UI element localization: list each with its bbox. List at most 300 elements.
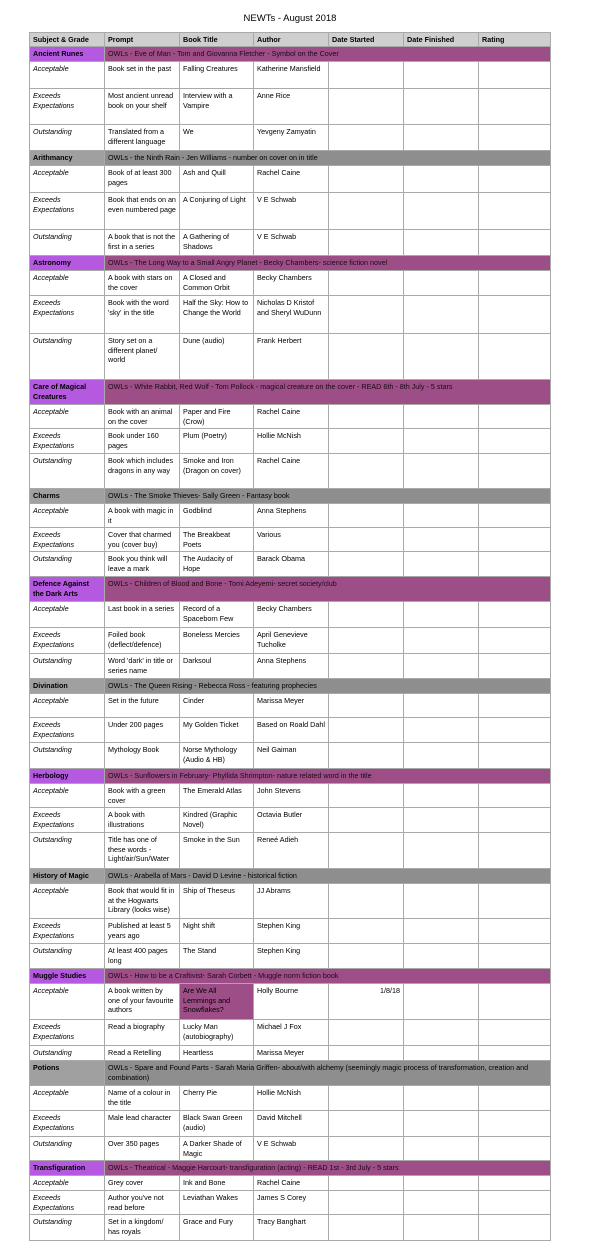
author-cell: Yevgeny Zamyatin bbox=[254, 125, 329, 151]
book-title-cell: Dune (audio) bbox=[180, 334, 254, 380]
book-title-cell: A Darker Shade of Magic bbox=[180, 1137, 254, 1161]
book-title-cell: A Closed and Common Orbit bbox=[180, 271, 254, 296]
header-subject-grade: Subject & Grade bbox=[30, 33, 105, 47]
grade-cell: Outstanding bbox=[30, 125, 105, 151]
prompt-cell: Book you think will leave a mark bbox=[105, 552, 180, 577]
date-started-cell[interactable] bbox=[329, 1137, 404, 1161]
author-cell: Tracy Banghart bbox=[254, 1215, 329, 1241]
date-finished-cell[interactable] bbox=[404, 1191, 479, 1215]
grade-cell: Outstanding bbox=[30, 1137, 105, 1161]
subject-header-row bbox=[30, 679, 551, 694]
prompt-cell: Under 200 pages bbox=[105, 718, 180, 743]
book-title-cell: Grace and Fury bbox=[180, 1215, 254, 1241]
owl-prompt: OWLs - Children of Blood and Bone - Tomi Adeyemi- secret society/club bbox=[105, 577, 551, 602]
date-started-cell[interactable] bbox=[329, 454, 404, 489]
date-finished-cell[interactable] bbox=[404, 230, 479, 256]
table-row bbox=[30, 944, 551, 969]
date-finished-cell[interactable] bbox=[404, 271, 479, 296]
author-cell: Various bbox=[254, 528, 329, 552]
rating-cell[interactable] bbox=[479, 528, 551, 552]
book-title-cell: Norse Mythology (Audio & HB) bbox=[180, 743, 254, 769]
date-finished-cell[interactable] bbox=[404, 334, 479, 380]
book-title-cell: Are We All Lemmings and Snowflakes? bbox=[180, 984, 254, 1020]
date-started-cell[interactable] bbox=[329, 1111, 404, 1137]
grade-cell: Outstanding bbox=[30, 743, 105, 769]
grade-cell: Acceptable bbox=[30, 271, 105, 296]
date-finished-cell[interactable] bbox=[404, 808, 479, 833]
date-finished-cell[interactable] bbox=[404, 528, 479, 552]
table-row bbox=[30, 89, 551, 125]
table-row bbox=[30, 271, 551, 296]
book-title-cell: We bbox=[180, 125, 254, 151]
header-rating: Rating bbox=[479, 33, 551, 47]
date-started-cell[interactable] bbox=[329, 1020, 404, 1046]
date-started-cell[interactable]: 1/8/18 bbox=[329, 984, 404, 1020]
grade-cell: Acceptable bbox=[30, 694, 105, 718]
prompt-cell: Book that would fit in at the Hogwarts Library (looks wise) bbox=[105, 884, 180, 919]
prompt-cell: Author you've not read before bbox=[105, 1191, 180, 1215]
owl-prompt: OWLs - Sunflowers in February- Phyllida Shrimpton- nature related word in the title bbox=[105, 769, 551, 784]
subject-name: History of Magic bbox=[30, 869, 105, 884]
author-cell: Katherine Mansfield bbox=[254, 62, 329, 89]
rating-cell[interactable] bbox=[479, 743, 551, 769]
book-title-cell: Smoke and Iron (Dragon on cover) bbox=[180, 454, 254, 489]
date-started-cell[interactable] bbox=[329, 944, 404, 969]
table-row bbox=[30, 602, 551, 628]
subject-header-row bbox=[30, 256, 551, 271]
prompt-cell: Name of a colour in the title bbox=[105, 1086, 180, 1111]
grade-cell: Exceeds Expectations bbox=[30, 808, 105, 833]
prompt-cell: Word 'dark' in title or series name bbox=[105, 654, 180, 679]
rating-cell[interactable] bbox=[479, 602, 551, 628]
rating-cell[interactable] bbox=[479, 89, 551, 125]
date-started-cell[interactable] bbox=[329, 334, 404, 380]
date-finished-cell[interactable] bbox=[404, 602, 479, 628]
prompt-cell: Over 350 pages bbox=[105, 1137, 180, 1161]
date-started-cell[interactable] bbox=[329, 884, 404, 919]
prompt-cell: Most ancient unread book on your shelf bbox=[105, 89, 180, 125]
date-started-cell[interactable] bbox=[329, 654, 404, 679]
prompt-cell: Male lead character bbox=[105, 1111, 180, 1137]
rating-cell[interactable] bbox=[479, 230, 551, 256]
date-finished-cell[interactable] bbox=[404, 454, 479, 489]
book-title-cell: Darksoul bbox=[180, 654, 254, 679]
grade-cell: Exceeds Expectations bbox=[30, 1111, 105, 1137]
prompt-cell: Story set on a different planet/ world bbox=[105, 334, 180, 380]
rating-cell[interactable] bbox=[479, 1176, 551, 1191]
subject-name: Divination bbox=[30, 679, 105, 694]
date-started-cell[interactable] bbox=[329, 1046, 404, 1061]
date-started-cell[interactable] bbox=[329, 1086, 404, 1111]
date-started-cell[interactable] bbox=[329, 89, 404, 125]
author-cell: V E Schwab bbox=[254, 1137, 329, 1161]
date-finished-cell[interactable] bbox=[404, 89, 479, 125]
table-row bbox=[30, 166, 551, 193]
rating-cell[interactable] bbox=[479, 784, 551, 808]
author-cell: Frank Herbert bbox=[254, 334, 329, 380]
subject-name: Defence Against the Dark Arts bbox=[30, 577, 105, 602]
prompt-cell: A book written by one of your favourite authors bbox=[105, 984, 180, 1020]
date-started-cell[interactable] bbox=[329, 1176, 404, 1191]
rating-cell[interactable] bbox=[479, 718, 551, 743]
author-cell: Hollie McNish bbox=[254, 429, 329, 454]
prompt-cell: A book with magic in it bbox=[105, 504, 180, 528]
subject-header-row bbox=[30, 47, 551, 62]
table-row bbox=[30, 984, 551, 1020]
subject-header-row bbox=[30, 1061, 551, 1086]
date-finished-cell[interactable] bbox=[404, 405, 479, 429]
book-title-cell: The Breakbeat Poets bbox=[180, 528, 254, 552]
owl-prompt: OWLs - Spare and Found Parts - Sarah Maria Griffen- about/with alchemy (seemingly magic process of transformation, creation and combination) bbox=[105, 1061, 551, 1086]
rating-cell[interactable] bbox=[479, 1215, 551, 1241]
subject-name: Ancient Runes bbox=[30, 47, 105, 62]
date-finished-cell[interactable] bbox=[404, 743, 479, 769]
table-row bbox=[30, 1111, 551, 1137]
book-title-cell: The Emerald Atlas bbox=[180, 784, 254, 808]
date-finished-cell[interactable] bbox=[404, 193, 479, 230]
table-row bbox=[30, 743, 551, 769]
prompt-cell: Foiled book (deflect/defence) bbox=[105, 628, 180, 654]
grade-cell: Outstanding bbox=[30, 552, 105, 577]
owl-prompt: OWLs - The Queen Rising - Rebecca Ross - featuring prophecies bbox=[105, 679, 551, 694]
date-finished-cell[interactable] bbox=[404, 429, 479, 454]
book-title-cell: Plum (Poetry) bbox=[180, 429, 254, 454]
date-started-cell[interactable] bbox=[329, 166, 404, 193]
date-started-cell[interactable] bbox=[329, 125, 404, 151]
rating-cell[interactable] bbox=[479, 271, 551, 296]
date-finished-cell[interactable] bbox=[404, 884, 479, 919]
author-cell: James S Corey bbox=[254, 1191, 329, 1215]
table-row bbox=[30, 833, 551, 869]
author-cell: Octavia Butler bbox=[254, 808, 329, 833]
subject-header-row bbox=[30, 380, 551, 405]
rating-cell[interactable] bbox=[479, 919, 551, 944]
date-finished-cell[interactable] bbox=[404, 504, 479, 528]
date-finished-cell[interactable] bbox=[404, 1020, 479, 1046]
prompt-cell: Read a biography bbox=[105, 1020, 180, 1046]
rating-cell[interactable] bbox=[479, 405, 551, 429]
rating-cell[interactable] bbox=[479, 62, 551, 89]
prompt-cell: Cover that charmed you (cover buy) bbox=[105, 528, 180, 552]
grade-cell: Acceptable bbox=[30, 504, 105, 528]
date-started-cell[interactable] bbox=[329, 296, 404, 334]
prompt-cell: Book with an animal on the cover bbox=[105, 405, 180, 429]
book-title-cell: Cinder bbox=[180, 694, 254, 718]
date-started-cell[interactable] bbox=[329, 552, 404, 577]
owl-prompt: OWLs - The Smoke Thieves- Sally Green - Fantasy book bbox=[105, 489, 551, 504]
subject-header-row bbox=[30, 969, 551, 984]
page-title: NEWTs - August 2018 bbox=[243, 13, 337, 24]
rating-cell[interactable] bbox=[479, 429, 551, 454]
table-row bbox=[30, 1086, 551, 1111]
author-cell: John Stevens bbox=[254, 784, 329, 808]
owl-prompt: OWLs - Arabella of Mars - David D Levine - historical fiction bbox=[105, 869, 551, 884]
table-row bbox=[30, 919, 551, 944]
author-cell: Stephen King bbox=[254, 919, 329, 944]
prompt-cell: Book with the word 'sky' in the title bbox=[105, 296, 180, 334]
prompt-cell: Book with a green cover bbox=[105, 784, 180, 808]
rating-cell[interactable] bbox=[479, 166, 551, 193]
table-row bbox=[30, 1215, 551, 1241]
subject-name: Arithmancy bbox=[30, 151, 105, 166]
grade-cell: Exceeds Expectations bbox=[30, 193, 105, 230]
book-title-cell: Ink and Bone bbox=[180, 1176, 254, 1191]
grade-cell: Outstanding bbox=[30, 654, 105, 679]
table-row bbox=[30, 405, 551, 429]
date-started-cell[interactable] bbox=[329, 271, 404, 296]
table-row bbox=[30, 125, 551, 151]
book-title-cell: Leviathan Wakes bbox=[180, 1191, 254, 1215]
rating-cell[interactable] bbox=[479, 833, 551, 869]
rating-cell[interactable] bbox=[479, 296, 551, 334]
date-finished-cell[interactable] bbox=[404, 1176, 479, 1191]
date-finished-cell[interactable] bbox=[404, 1215, 479, 1241]
table-row bbox=[30, 334, 551, 380]
grade-cell: Exceeds Expectations bbox=[30, 528, 105, 552]
subject-header-row bbox=[30, 489, 551, 504]
book-title-cell: Paper and Fire (Crow) bbox=[180, 405, 254, 429]
table-row bbox=[30, 1137, 551, 1161]
subject-header-row bbox=[30, 869, 551, 884]
date-finished-cell[interactable] bbox=[404, 1111, 479, 1137]
date-started-cell[interactable] bbox=[329, 833, 404, 869]
prompt-cell: Grey cover bbox=[105, 1176, 180, 1191]
book-title-cell: Kindred (Graphic Novel) bbox=[180, 808, 254, 833]
rating-cell[interactable] bbox=[479, 125, 551, 151]
prompt-cell: Set in the future bbox=[105, 694, 180, 718]
author-cell: Marissa Meyer bbox=[254, 1046, 329, 1061]
date-finished-cell[interactable] bbox=[404, 1137, 479, 1161]
grade-cell: Outstanding bbox=[30, 1215, 105, 1241]
table-row bbox=[30, 429, 551, 454]
rating-cell[interactable] bbox=[479, 1086, 551, 1111]
book-title-cell: The Stand bbox=[180, 944, 254, 969]
table-row bbox=[30, 654, 551, 679]
table-row bbox=[30, 694, 551, 718]
author-cell: Anna Stephens bbox=[254, 654, 329, 679]
table-row bbox=[30, 628, 551, 654]
date-started-cell[interactable] bbox=[329, 784, 404, 808]
author-cell: Marissa Meyer bbox=[254, 694, 329, 718]
author-cell: JJ Abrams bbox=[254, 884, 329, 919]
prompt-cell: Book under 160 pages bbox=[105, 429, 180, 454]
rating-cell[interactable] bbox=[479, 808, 551, 833]
date-finished-cell[interactable] bbox=[404, 654, 479, 679]
rating-cell[interactable] bbox=[479, 694, 551, 718]
owl-prompt: OWLs - How to be a Craftivist- Sarah Corbett - Muggle norm fiction book bbox=[105, 969, 551, 984]
prompt-cell: Title has one of these words - Light/air/Sun/Water bbox=[105, 833, 180, 869]
date-started-cell[interactable] bbox=[329, 628, 404, 654]
book-title-cell: Cherry Pie bbox=[180, 1086, 254, 1111]
book-title-cell: Smoke in the Sun bbox=[180, 833, 254, 869]
author-cell: Rachel Caine bbox=[254, 166, 329, 193]
rating-cell[interactable] bbox=[479, 1137, 551, 1161]
author-cell: V E Schwab bbox=[254, 230, 329, 256]
author-cell: Anna Stephens bbox=[254, 504, 329, 528]
prompt-cell: Book which includes dragons in any way bbox=[105, 454, 180, 489]
prompt-cell: A book with stars on the cover bbox=[105, 271, 180, 296]
book-title-cell: My Golden Ticket bbox=[180, 718, 254, 743]
prompt-cell: Last book in a series bbox=[105, 602, 180, 628]
author-cell: Holly Bourne bbox=[254, 984, 329, 1020]
table-row bbox=[30, 784, 551, 808]
owl-prompt: OWLs - the Ninth Rain - Jen Williams - number on cover on in title bbox=[105, 151, 551, 166]
rating-cell[interactable] bbox=[479, 884, 551, 919]
author-cell: Michael J Fox bbox=[254, 1020, 329, 1046]
grade-cell: Acceptable bbox=[30, 602, 105, 628]
grade-cell: Exceeds Expectations bbox=[30, 1191, 105, 1215]
date-finished-cell[interactable] bbox=[404, 62, 479, 89]
header-row bbox=[30, 33, 551, 47]
author-cell: Hollie McNish bbox=[254, 1086, 329, 1111]
grade-cell: Exceeds Expectations bbox=[30, 296, 105, 334]
author-cell: April Genevieve Tucholke bbox=[254, 628, 329, 654]
subject-header-row bbox=[30, 577, 551, 602]
table-row bbox=[30, 884, 551, 919]
date-finished-cell[interactable] bbox=[404, 1086, 479, 1111]
author-cell: Rachel Caine bbox=[254, 405, 329, 429]
date-finished-cell[interactable] bbox=[404, 694, 479, 718]
rating-cell[interactable] bbox=[479, 654, 551, 679]
grade-cell: Outstanding bbox=[30, 230, 105, 256]
rating-cell[interactable] bbox=[479, 944, 551, 969]
table-row bbox=[30, 296, 551, 334]
table-row bbox=[30, 808, 551, 833]
date-started-cell[interactable] bbox=[329, 230, 404, 256]
grade-cell: Outstanding bbox=[30, 454, 105, 489]
date-finished-cell[interactable] bbox=[404, 718, 479, 743]
rating-cell[interactable] bbox=[479, 1020, 551, 1046]
date-finished-cell[interactable] bbox=[404, 919, 479, 944]
grade-cell: Exceeds Expectations bbox=[30, 718, 105, 743]
date-finished-cell[interactable] bbox=[404, 784, 479, 808]
table-row bbox=[30, 718, 551, 743]
book-title-cell: Half the Sky: How to Change the World bbox=[180, 296, 254, 334]
author-cell: V E Schwab bbox=[254, 193, 329, 230]
rating-cell[interactable] bbox=[479, 334, 551, 380]
grade-cell: Acceptable bbox=[30, 166, 105, 193]
subject-header-row bbox=[30, 769, 551, 784]
date-started-cell[interactable] bbox=[329, 193, 404, 230]
owl-prompt: OWLs - White Rabbit, Red Wolf - Tom Pollock - magical creature on the cover - READ 6th - 8th July - 5 stars bbox=[105, 380, 551, 405]
rating-cell[interactable] bbox=[479, 1191, 551, 1215]
table-body bbox=[30, 47, 551, 1241]
table-row bbox=[30, 230, 551, 256]
author-cell: Anne Rice bbox=[254, 89, 329, 125]
author-cell: Rachel Caine bbox=[254, 454, 329, 489]
prompt-cell: Book set in the past bbox=[105, 62, 180, 89]
prompt-cell: Read a Retelling bbox=[105, 1046, 180, 1061]
rating-cell[interactable] bbox=[479, 1046, 551, 1061]
prompt-cell: Book of at least 300 pages bbox=[105, 166, 180, 193]
date-started-cell[interactable] bbox=[329, 62, 404, 89]
grade-cell: Outstanding bbox=[30, 944, 105, 969]
table-row bbox=[30, 1020, 551, 1046]
subject-header-row bbox=[30, 1161, 551, 1176]
subject-name: Transfiguration bbox=[30, 1161, 105, 1176]
header-date-finished: Date Finished bbox=[404, 33, 479, 47]
date-finished-cell[interactable] bbox=[404, 125, 479, 151]
date-started-cell[interactable] bbox=[329, 694, 404, 718]
subject-name: Charms bbox=[30, 489, 105, 504]
prompt-cell: Set in a kingdom/ has royals bbox=[105, 1215, 180, 1241]
date-started-cell[interactable] bbox=[329, 1191, 404, 1215]
date-started-cell[interactable] bbox=[329, 743, 404, 769]
header-book-title: Book Title bbox=[180, 33, 254, 47]
rating-cell[interactable] bbox=[479, 193, 551, 230]
prompt-cell: At least 400 pages long bbox=[105, 944, 180, 969]
subject-name: Care of Magical Creatures bbox=[30, 380, 105, 405]
author-cell: Nicholas D Kristof and Sheryl WuDunn bbox=[254, 296, 329, 334]
date-finished-cell[interactable] bbox=[404, 628, 479, 654]
book-title-cell: A Conjuring of Light bbox=[180, 193, 254, 230]
date-finished-cell[interactable] bbox=[404, 944, 479, 969]
date-started-cell[interactable] bbox=[329, 528, 404, 552]
date-finished-cell[interactable] bbox=[404, 1046, 479, 1061]
book-title-cell: Falling Creatures bbox=[180, 62, 254, 89]
date-finished-cell[interactable] bbox=[404, 552, 479, 577]
book-title-cell: Black Swan Green (audio) bbox=[180, 1111, 254, 1137]
date-started-cell[interactable] bbox=[329, 405, 404, 429]
rating-cell[interactable] bbox=[479, 454, 551, 489]
grade-cell: Exceeds Expectations bbox=[30, 628, 105, 654]
grade-cell: Outstanding bbox=[30, 334, 105, 380]
date-finished-cell[interactable] bbox=[404, 833, 479, 869]
header-date-started: Date Started bbox=[329, 33, 404, 47]
book-title-cell: Godblind bbox=[180, 504, 254, 528]
date-started-cell[interactable] bbox=[329, 718, 404, 743]
rating-cell[interactable] bbox=[479, 552, 551, 577]
grade-cell: Acceptable bbox=[30, 1086, 105, 1111]
table-row bbox=[30, 1191, 551, 1215]
date-started-cell[interactable] bbox=[329, 808, 404, 833]
grade-cell: Exceeds Expectations bbox=[30, 919, 105, 944]
date-started-cell[interactable] bbox=[329, 429, 404, 454]
rating-cell[interactable] bbox=[479, 628, 551, 654]
date-started-cell[interactable] bbox=[329, 919, 404, 944]
grade-cell: Acceptable bbox=[30, 884, 105, 919]
grade-cell: Acceptable bbox=[30, 1176, 105, 1191]
grade-cell: Outstanding bbox=[30, 833, 105, 869]
date-finished-cell[interactable] bbox=[404, 984, 479, 1020]
book-title-cell: Boneless Mercies bbox=[180, 628, 254, 654]
book-title-cell: Ship of Theseus bbox=[180, 884, 254, 919]
prompt-cell: Published at least 5 years ago bbox=[105, 919, 180, 944]
date-finished-cell[interactable] bbox=[404, 296, 479, 334]
date-started-cell[interactable] bbox=[329, 504, 404, 528]
rating-cell[interactable] bbox=[479, 1111, 551, 1137]
author-cell: David Mitchell bbox=[254, 1111, 329, 1137]
grade-cell: Exceeds Expectations bbox=[30, 89, 105, 125]
prompt-cell: A book with illustrations bbox=[105, 808, 180, 833]
owl-prompt: OWLs - Theatrical - Maggie Harcourt- transfiguration (acting) - READ 1st - 3rd July - 5 stars bbox=[105, 1161, 551, 1176]
book-title-cell: A Gathering of Shadows bbox=[180, 230, 254, 256]
date-started-cell[interactable] bbox=[329, 1215, 404, 1241]
grade-cell: Outstanding bbox=[30, 1046, 105, 1061]
table-row bbox=[30, 504, 551, 528]
date-finished-cell[interactable] bbox=[404, 166, 479, 193]
rating-cell[interactable] bbox=[479, 984, 551, 1020]
table-row bbox=[30, 454, 551, 489]
rating-cell[interactable] bbox=[479, 504, 551, 528]
prompt-cell: A book that is not the first in a series bbox=[105, 230, 180, 256]
table-row bbox=[30, 1176, 551, 1191]
date-started-cell[interactable] bbox=[329, 602, 404, 628]
table-row bbox=[30, 62, 551, 89]
book-title-cell: Night shift bbox=[180, 919, 254, 944]
book-title-cell: The Audacity of Hope bbox=[180, 552, 254, 577]
newts-table bbox=[29, 32, 551, 1241]
